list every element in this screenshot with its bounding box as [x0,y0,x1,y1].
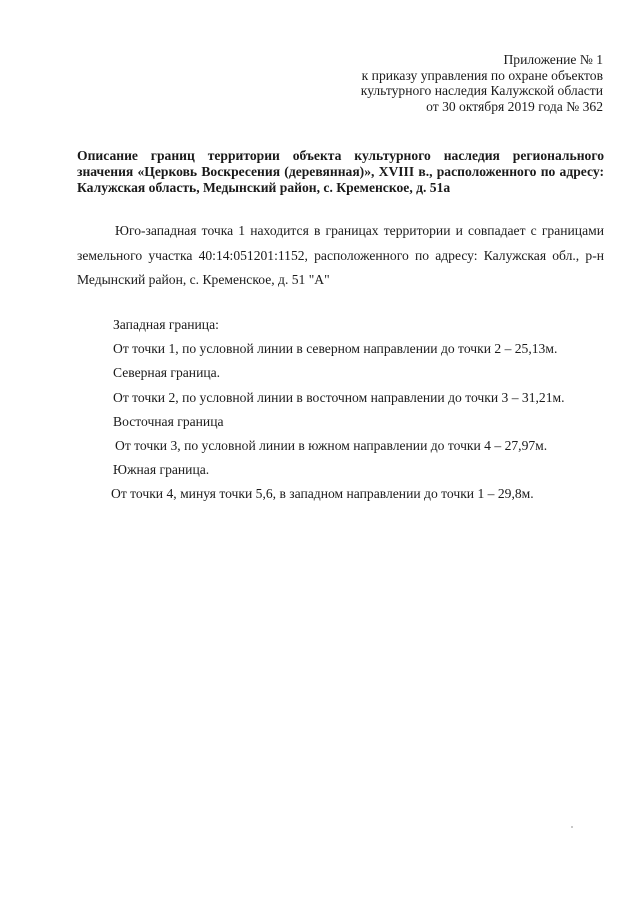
scan-speck [571,826,573,828]
appendix-order-ref: к приказу управления по охране объектов [361,67,603,83]
appendix-date: от 30 октября 2019 года № 362 [426,98,603,114]
east-boundary-heading: Восточная граница [113,413,224,429]
north-boundary-text: От точки 2, по условной линии в восточном направлении до точки 3 – 31,21м. [113,389,565,405]
appendix-number: Приложение № 1 [503,52,603,67]
document-title: Описание границ территории объекта культурного наследия регионального значения «Церковь Воскресения (деревянная)», XVIII в., расположенного по адресу: Калужская область, Медынский район, с. Кременское, д. 51а [77,148,604,195]
boundaries-list [113,313,565,507]
west-boundary-text: От точки 1, по условной линии в северном направлении до точки 2 – 25,13м. [113,341,558,357]
south-boundary-text: От точки 4, минуя точки 5,6, в западном направлении до точки 1 – 29,8м. [111,486,534,502]
appendix-authority: культурного наследия Калужской области [360,83,603,98]
intro-paragraph: Юго-западная точка 1 находится в границах территории и совпадает с границами земельного участка 40:14:051201:1152, расположенного по адресу: Калужская обл., р-н Медынский район, с. Кременское, д. 51 "А" [77,223,604,287]
east-boundary-text: От точки 3, по условной линии в южном направлении до точки 4 – 27,97м. [115,437,548,453]
south-boundary-heading: Южная граница. [113,462,210,478]
north-boundary-heading: Северная граница. [113,365,221,381]
west-boundary-heading: Западная граница: [113,317,219,332]
appendix-header [361,52,603,114]
